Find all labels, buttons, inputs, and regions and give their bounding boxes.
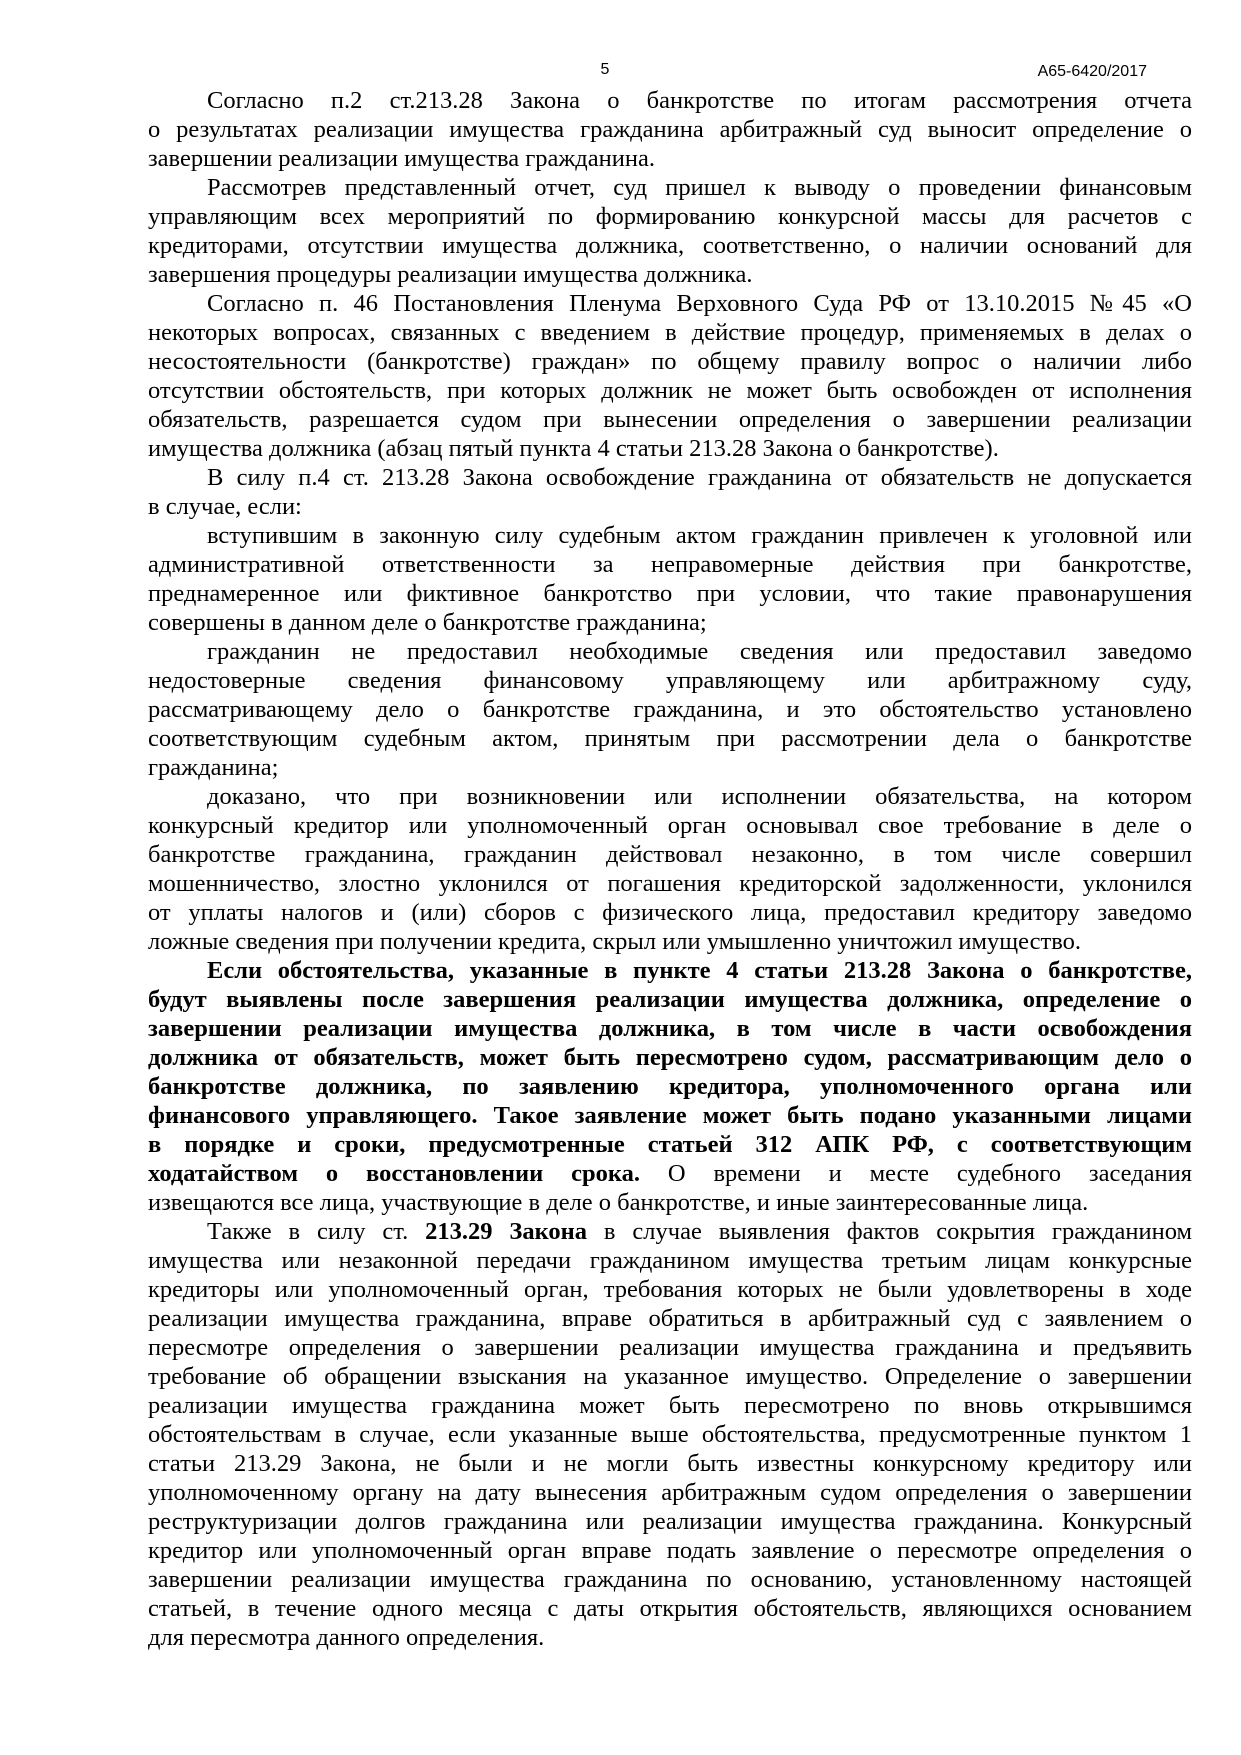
text-line — [148, 1130, 1192, 1159]
text-segment: пересмотре определения о завершении реализации имущества гражданина и предъявить — [148, 1334, 1192, 1361]
paragraph — [148, 637, 1192, 782]
text-segment: Согласно п. 46 Постановления Пленума Верховного Суда РФ от 13.10.2015 №45 «О — [207, 290, 1192, 317]
text-line — [148, 637, 1192, 666]
text-line — [148, 1565, 1192, 1594]
text-segment: некоторых вопросах, связанных с введением в действие процедур, применяемых в делах о — [148, 319, 1192, 346]
text-line — [148, 1536, 1192, 1565]
text-segment: от уплаты налогов и (или) сборов с физического лица, предоставил кредитору заведомо — [148, 899, 1192, 926]
text-segment: завершении реализации имущества гражданина по основанию, установленному настоящей — [148, 1566, 1192, 1593]
text-line — [148, 724, 1192, 753]
text-line — [148, 463, 1192, 492]
text-segment: рассматривающему дело о банкротстве гражданина, и это обстоятельство установлено — [148, 696, 1192, 723]
text-segment: в случае, если: — [148, 493, 302, 520]
text-line — [148, 1391, 1192, 1420]
text-line — [148, 405, 1192, 434]
text-segment: административной ответственности за неправомерные действия при банкротстве, — [148, 551, 1192, 578]
text-segment: Согласно п.2 ст.213.28 Закона о банкротстве по итогам рассмотрения отчета — [207, 87, 1192, 114]
text-segment: управляющим всех мероприятий по формированию конкурсной массы для расчетов с — [148, 203, 1192, 230]
text-segment: для пересмотра данного определения. — [148, 1624, 545, 1651]
text-line — [148, 289, 1192, 318]
text-segment: недостоверные сведения финансовому управляющему или арбитражному суду, — [148, 667, 1192, 694]
text-line — [148, 376, 1192, 405]
text-line — [148, 434, 1192, 463]
text-line — [148, 927, 1192, 956]
bold-text-segment: банкротстве должника, по заявлению кредитора, уполномоченного органа или — [148, 1073, 1192, 1100]
text-segment: доказано, что при возникновении или исполнении обязательства, на котором — [207, 783, 1192, 810]
text-segment: несостоятельности (банкротстве) граждан» по общему правилу вопрос о наличии либо — [148, 348, 1192, 375]
text-segment: О времени и месте судебного заседания — [640, 1160, 1193, 1187]
paragraph — [148, 289, 1192, 463]
text-segment: мошенничество, злостно уклонился от погашения кредиторской задолженности, уклонился — [148, 870, 1192, 897]
text-segment: банкротстве гражданина, гражданин действовал незаконно, в том числе совершил — [148, 841, 1192, 868]
paragraph — [148, 1217, 1192, 1652]
text-line — [148, 1014, 1192, 1043]
text-line — [148, 1420, 1192, 1449]
text-segment: реализации имущества гражданина может быть пересмотрено по вновь открывшимся — [148, 1392, 1192, 1419]
text-segment: статьей, в течение одного месяца с даты открытия обстоятельств, являющихся основанием — [148, 1595, 1192, 1622]
bold-text-segment: в порядке и сроки, предусмотренные статьей 312 АПК РФ, с соответствующим — [148, 1131, 1192, 1158]
text-line — [148, 753, 1192, 782]
text-line — [148, 1159, 1192, 1188]
bold-text-segment: 213.29 Закона — [425, 1218, 588, 1245]
text-segment: имущества или незаконной передачи гражданином имущества третьим лицам конкурсные — [148, 1247, 1192, 1274]
text-segment: завершения процедуры реализации имущества должника. — [148, 261, 753, 288]
text-segment: отсутствии обстоятельств, при которых должник не может быть освобожден от исполнения — [148, 377, 1192, 404]
text-segment: преднамеренное или фиктивное банкротство при условии, что такие правонарушения — [148, 580, 1192, 607]
text-segment: обязательств, разрешается судом при вынесении определения о завершении реализации — [148, 406, 1192, 433]
text-line — [148, 1304, 1192, 1333]
text-line — [148, 579, 1192, 608]
text-segment: гражданин не предоставил необходимые сведения или предоставил заведомо — [207, 638, 1192, 665]
text-line — [148, 86, 1192, 115]
text-segment: кредитор или уполномоченный орган вправе подать заявление о пересмотре определения о — [148, 1537, 1192, 1564]
bold-text-segment: ходатайством о восстановлении срока. — [148, 1160, 641, 1187]
text-segment: завершении реализации имущества гражданина. — [148, 145, 655, 172]
text-line — [148, 521, 1192, 550]
text-segment: извещаются все лица, участвующие в деле о банкротстве, и иные заинтересованные лица. — [148, 1189, 1089, 1216]
text-line — [148, 202, 1192, 231]
text-line — [148, 956, 1192, 985]
text-line — [148, 318, 1192, 347]
text-line — [148, 1275, 1192, 1304]
text-segment: Также в силу ст. — [207, 1218, 426, 1245]
text-line — [148, 1101, 1192, 1130]
text-line — [148, 1362, 1192, 1391]
text-line — [148, 550, 1192, 579]
text-segment: реструктуризации долгов гражданина или реализации имущества гражданина. Конкурсный — [148, 1508, 1192, 1535]
text-segment: гражданина; — [148, 754, 279, 781]
text-segment: соответствующим судебным актом, принятым при рассмотрении дела о банкротстве — [148, 725, 1192, 752]
text-segment: Рассмотрев представленный отчет, суд пришел к выводу о проведении финансовым — [207, 174, 1192, 201]
text-line — [148, 492, 1192, 521]
text-line — [148, 1072, 1192, 1101]
paragraph — [148, 956, 1192, 1217]
text-segment: обстоятельствам в случае, если указанные выше обстоятельства, предусмотренные пунктом 1 — [148, 1421, 1192, 1448]
text-line — [148, 115, 1192, 144]
text-line — [148, 1043, 1192, 1072]
bold-text-segment: финансового управляющего. Такое заявление может быть подано указанными лицами — [148, 1102, 1192, 1129]
text-line — [148, 985, 1192, 1014]
bold-text-segment: должника от обязательств, может быть пересмотрено судом, рассматривающим дело о — [148, 1044, 1192, 1071]
paragraph — [148, 86, 1192, 173]
text-segment: кредиторы или уполномоченный орган, требования которых не были удовлетворены в ходе — [148, 1276, 1192, 1303]
text-line — [148, 608, 1192, 637]
text-segment: вступившим в законную силу судебным актом гражданин привлечен к уголовной или — [207, 522, 1192, 549]
text-segment: конкурсный кредитор или уполномоченный орган основывал свое требование в деле о — [148, 812, 1192, 839]
text-segment: имущества должника (абзац пятый пункта 4 статьи 213.28 Закона о банкротстве). — [148, 435, 999, 462]
text-line — [148, 231, 1192, 260]
text-line — [148, 1217, 1192, 1246]
text-segment: ложные сведения при получении кредита, скрыл или умышленно уничтожил имущество. — [148, 928, 1081, 955]
text-line — [148, 1594, 1192, 1623]
text-line — [148, 1188, 1192, 1217]
text-segment: уполномоченному органу на дату вынесения арбитражным судом определения о завершении — [148, 1479, 1192, 1506]
text-segment: реализации имущества гражданина, вправе обратиться в арбитражный суд с заявлением о — [148, 1305, 1192, 1332]
text-line — [148, 1507, 1192, 1536]
text-line — [148, 144, 1192, 173]
paragraph — [148, 521, 1192, 637]
text-line — [148, 1449, 1192, 1478]
document-body — [148, 86, 1192, 1652]
text-line — [148, 811, 1192, 840]
text-segment: в случае выявления фактов сокрытия гражданином — [587, 1218, 1192, 1245]
text-line — [148, 173, 1192, 202]
text-line — [148, 695, 1192, 724]
text-line — [148, 347, 1192, 376]
page-number: 5 — [600, 61, 610, 78]
text-line — [148, 1246, 1192, 1275]
text-line — [148, 260, 1192, 289]
paragraph — [148, 782, 1192, 956]
text-segment: совершены в данном деле о банкротстве гражданина; — [148, 609, 707, 636]
text-line — [148, 666, 1192, 695]
text-line — [148, 1478, 1192, 1507]
case-number: А65-6420/2017 — [1037, 63, 1147, 80]
text-segment: кредиторами, отсутствии имущества должника, соответственно, о наличии оснований для — [148, 232, 1192, 259]
text-line — [148, 840, 1192, 869]
text-segment: требование об обращении взыскания на указанное имущество. Определение о завершении — [148, 1363, 1192, 1390]
bold-text-segment: будут выявлены после завершения реализации имущества должника, определение о — [148, 986, 1192, 1013]
text-line — [148, 869, 1192, 898]
text-segment: о результатах реализации имущества гражданина арбитражный суд выносит определение о — [148, 116, 1192, 143]
text-line — [148, 1333, 1192, 1362]
text-segment: В силу п.4 ст. 213.28 Закона освобождение гражданина от обязательств не допускается — [207, 464, 1192, 491]
bold-text-segment: завершении реализации имущества должника, в том числе в части освобождения — [148, 1015, 1192, 1042]
bold-text-segment: Если обстоятельства, указанные в пункте 4 статьи 213.28 Закона о банкротстве, — [207, 957, 1192, 984]
text-line — [148, 782, 1192, 811]
text-line — [148, 1623, 1192, 1652]
text-segment: статьи 213.29 Закона, не были и не могли быть известны конкурсному кредитору или — [148, 1450, 1192, 1477]
paragraph — [148, 173, 1192, 289]
text-line — [148, 898, 1192, 927]
paragraph — [148, 463, 1192, 521]
